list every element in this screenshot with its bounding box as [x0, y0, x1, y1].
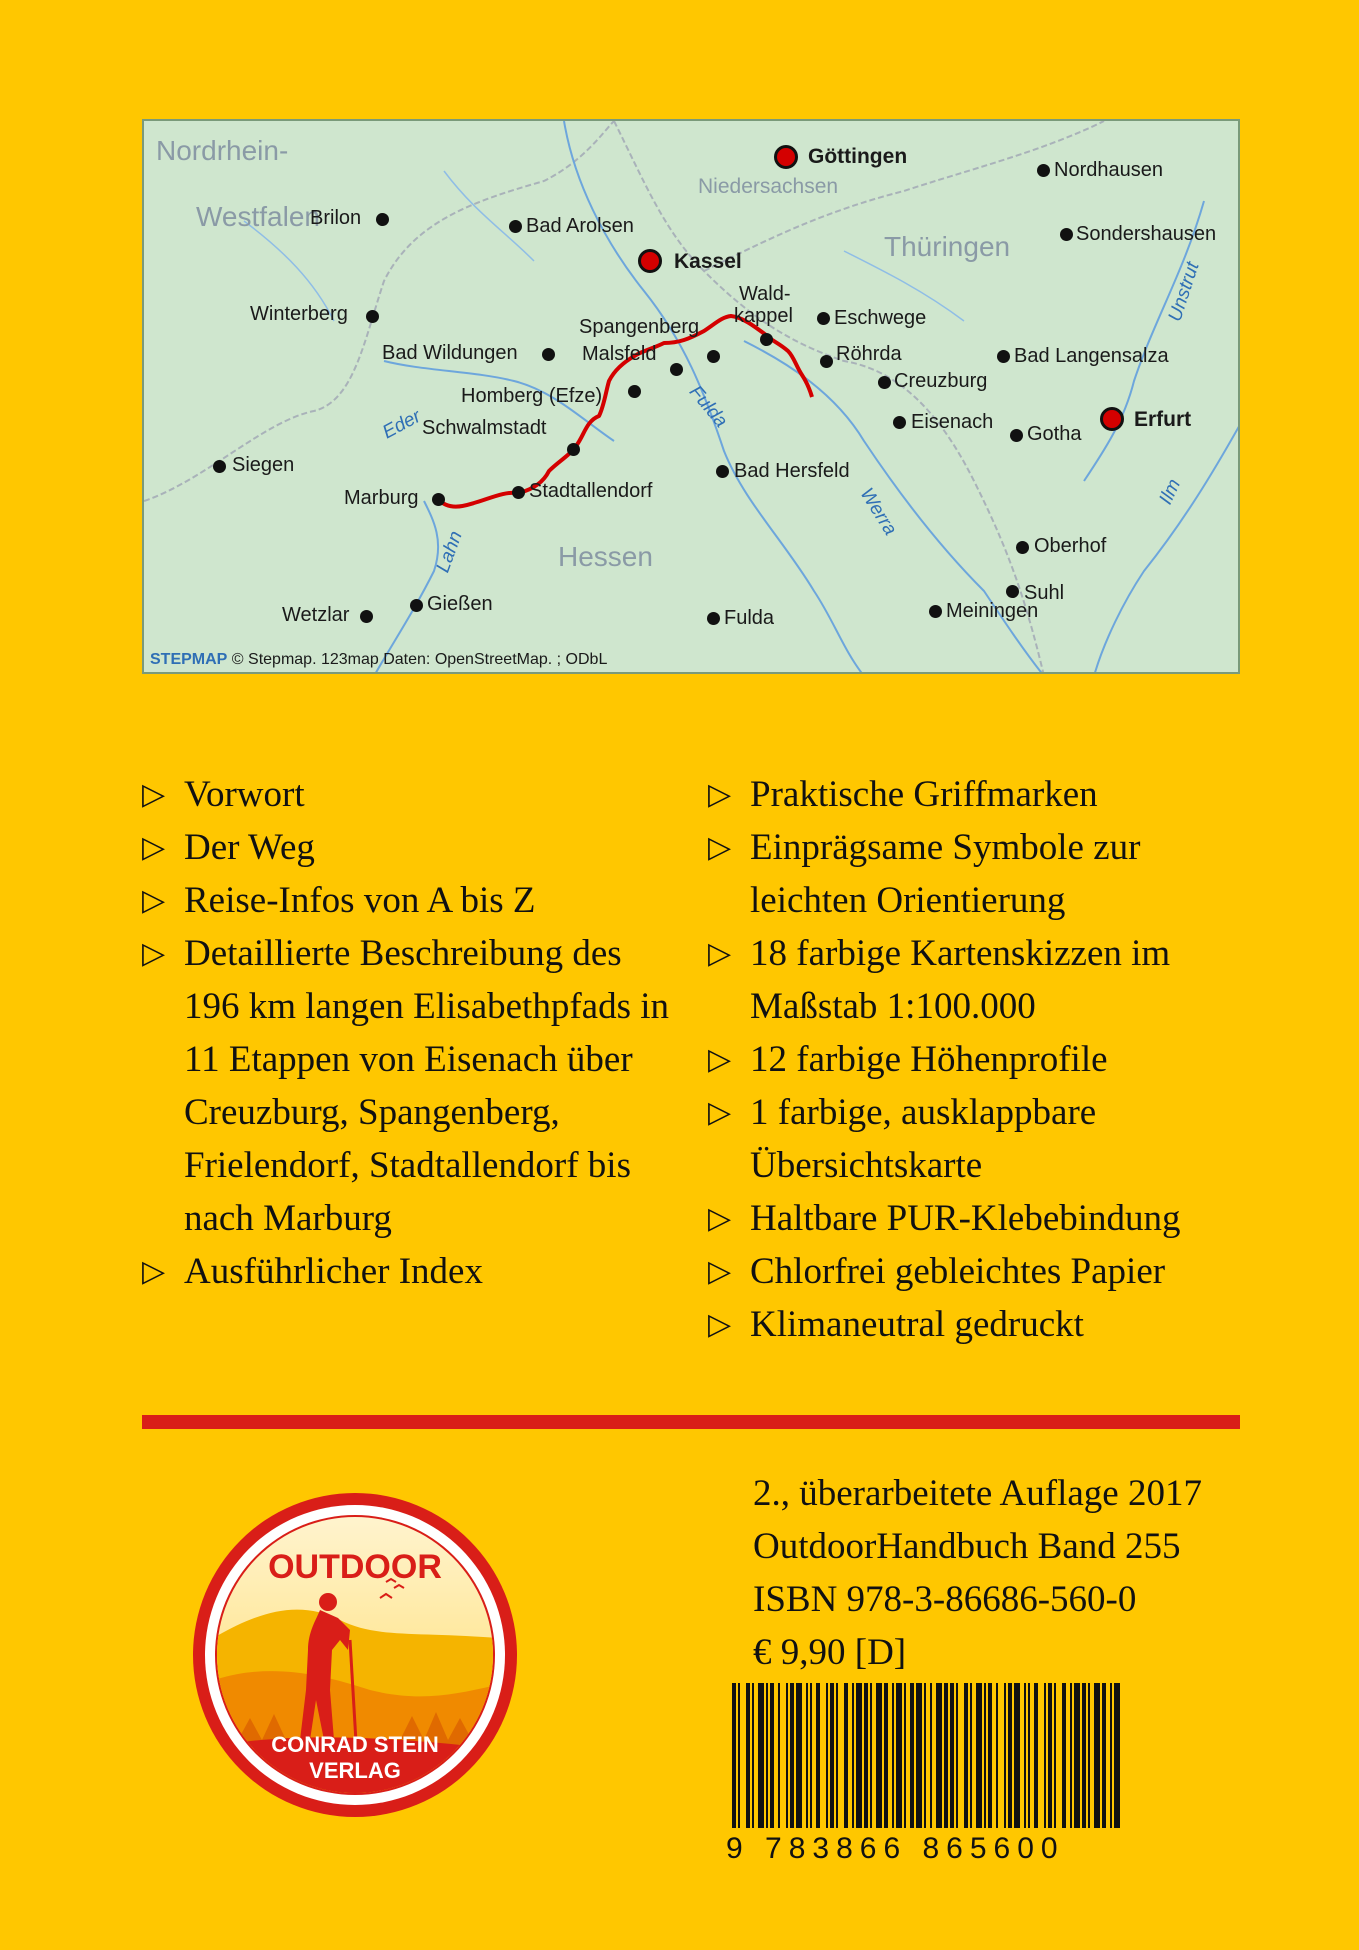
river-ilm-label: Ilm	[1155, 475, 1186, 508]
edition-text: 2., überarbeitete Auflage 2017	[753, 1473, 1202, 1514]
feature-right-item-text: Praktische Griffmarken	[750, 774, 1098, 815]
city-gotha-label: Gotha	[1027, 423, 1082, 445]
stepmap-brand: STEPMAP	[150, 651, 228, 668]
barcode	[726, 1683, 1126, 1866]
city-homberg-label: Homberg (Efze)	[461, 385, 603, 407]
city-bad-arolsen-label: Bad Arolsen	[526, 215, 634, 237]
feature-left-item	[142, 874, 682, 927]
barcode-bar	[1110, 1683, 1112, 1828]
bullet-triangle-icon: ▷	[142, 778, 166, 811]
city-marker-winterberg	[366, 310, 379, 323]
barcode-bar	[1094, 1683, 1100, 1828]
feature-right-item-text: Chlorfrei gebleichtes Papier	[750, 1251, 1166, 1292]
city-eisenach-label: Eisenach	[911, 411, 994, 433]
river-lahn-label: Lahn	[432, 528, 467, 576]
city-fulda-label: Fulda	[724, 607, 775, 629]
map-credit-text: © Stepmap. 123map Daten: OpenStreetMap. ; ODbL	[231, 651, 608, 668]
barcode-bar	[1114, 1683, 1120, 1828]
barcode-bar	[892, 1683, 894, 1828]
city-marker-giessen	[410, 599, 423, 612]
barcode-bar	[758, 1683, 764, 1828]
bullet-triangle-icon: ▷	[708, 1043, 732, 1076]
barcode-bar	[904, 1683, 906, 1828]
city-marker-erfurt	[1100, 407, 1124, 431]
barcode-bar	[984, 1683, 986, 1828]
feature-left-item-text: Ausführlicher Index	[184, 1251, 483, 1292]
city-marker-stadtallendorf	[512, 486, 525, 499]
feature-right-item	[708, 768, 1248, 821]
feature-left-item-text: Reise-Infos von A bis Z	[184, 880, 536, 921]
bullet-triangle-icon: ▷	[142, 937, 166, 970]
city-marker-bad-hersfeld	[716, 465, 729, 478]
isbn-text: ISBN 978-3-86686-560-0	[753, 1579, 1137, 1620]
barcode-bar	[1004, 1683, 1006, 1828]
city-schwalmstadt-label: Schwalmstadt	[422, 417, 547, 439]
barcode-bar	[852, 1683, 854, 1828]
publisher-logo	[190, 1490, 520, 1820]
city-marker-malsfeld	[670, 363, 683, 376]
outdoor-badge-graphic	[190, 1490, 520, 1820]
city-oberhof-label: Oberhof	[1034, 535, 1107, 557]
city-marker-oberhof	[1016, 541, 1029, 554]
barcode-bar	[870, 1683, 872, 1828]
city-roehrda-label: Röhrda	[836, 343, 902, 365]
feature-right-item-text: 12 farbige Höhenprofile	[750, 1039, 1108, 1080]
city-creuzburg-label: Creuzburg	[894, 370, 988, 392]
book-info	[753, 1467, 1202, 1679]
barcode-bar	[916, 1683, 922, 1828]
barcode-bar	[1102, 1683, 1106, 1828]
barcode-bar	[1048, 1683, 1052, 1828]
bullet-triangle-icon: ▷	[708, 1308, 732, 1341]
barcode-bar	[910, 1683, 914, 1828]
feature-left-item	[142, 821, 682, 874]
feature-left-item-text: Vorwort	[184, 774, 305, 815]
city-suhl-label: Suhl	[1024, 582, 1065, 604]
feature-right-item-text: Einprägsame Symbole zur leichten Orientierung	[750, 827, 1141, 921]
city-sondershausen-label: Sondershausen	[1076, 223, 1217, 245]
city-marker-meiningen	[929, 605, 942, 618]
city-marker-bad-langensalza	[997, 350, 1010, 363]
city-marker-eschwege	[817, 312, 830, 325]
river-werra-label: Werra	[855, 484, 901, 540]
city-marker-homberg	[628, 385, 641, 398]
barcode-bar	[1024, 1683, 1026, 1828]
city-wetzlar-label: Wetzlar	[282, 604, 350, 626]
barcode-bar	[924, 1683, 926, 1828]
bullet-triangle-icon: ▷	[708, 831, 732, 864]
city-marker-creuzburg	[878, 376, 891, 389]
feature-right-item	[708, 927, 1248, 1033]
barcode-bar	[790, 1683, 794, 1828]
feature-right-item	[708, 1033, 1248, 1086]
map-credit	[150, 651, 607, 669]
city-marker-schwalmstadt	[567, 443, 580, 456]
feature-right-item-text: Klimaneutral gedruckt	[750, 1304, 1084, 1345]
barcode-bar	[1062, 1683, 1066, 1828]
feature-right-item-text: 1 farbige, ausklappbare Übersichtskarte	[750, 1092, 1097, 1186]
route-map	[142, 119, 1240, 674]
barcode-bar	[1070, 1683, 1072, 1828]
barcode-bar	[884, 1683, 888, 1828]
city-marker-nordhausen	[1037, 164, 1050, 177]
city-marker-suhl	[1006, 585, 1019, 598]
feature-left-item	[142, 1245, 682, 1298]
city-bad-hersfeld-label: Bad Hersfeld	[734, 460, 850, 482]
logo-bottom-text-1: CONRAD STEIN	[271, 1732, 439, 1757]
feature-right-item-text: Haltbare PUR-Klebebindung	[750, 1198, 1181, 1239]
barcode-bar	[896, 1683, 902, 1828]
city-spangenberg-label: Spangenberg	[579, 316, 700, 338]
barcode-bar	[1088, 1683, 1090, 1828]
city-meiningen-label: Meiningen	[946, 600, 1039, 622]
barcode-bar	[976, 1683, 982, 1828]
bullet-triangle-icon: ▷	[708, 778, 732, 811]
feature-right-item	[708, 821, 1248, 927]
region-westfalen-label: Westfalen	[196, 201, 320, 232]
bullet-triangle-icon: ▷	[708, 937, 732, 970]
feature-right-item	[708, 1245, 1248, 1298]
city-marker-sondershausen	[1060, 228, 1073, 241]
barcode-bar	[732, 1683, 736, 1828]
region-niedersachsen-label: Niedersachsen	[698, 175, 839, 198]
series-text: OutdoorHandbuch Band 255	[753, 1526, 1181, 1567]
barcode-digits: 9 783866 865600	[726, 1832, 1065, 1865]
barcode-bar	[970, 1683, 972, 1828]
river-eder-label: Eder	[379, 405, 425, 444]
city-nordhausen-label: Nordhausen	[1054, 159, 1163, 181]
city-marker-marburg	[432, 493, 445, 506]
river-unstrut-label: Unstrut	[1164, 259, 1204, 325]
city-marker-bad-arolsen	[509, 220, 522, 233]
feature-right-item	[708, 1192, 1248, 1245]
city-brilon-label: Brilon	[310, 207, 362, 229]
city-marker-waldkappel	[760, 333, 773, 346]
city-siegen-label: Siegen	[232, 454, 295, 476]
city-marker-brilon	[376, 213, 389, 226]
barcode-bar	[786, 1683, 788, 1828]
city-marker-kassel	[638, 249, 662, 273]
city-kassel-label: Kassel	[674, 250, 742, 273]
city-marker-fulda	[707, 612, 720, 625]
city-erfurt-label: Erfurt	[1134, 408, 1192, 431]
red-divider	[142, 1415, 1240, 1429]
city-marker-wetzlar	[360, 610, 373, 623]
barcode-bars	[726, 1683, 1126, 1828]
barcode-bar	[836, 1683, 838, 1828]
barcode-bar	[1074, 1683, 1080, 1828]
barcode-bar	[746, 1683, 750, 1828]
region-thueringen-label: Thüringen	[884, 231, 1011, 262]
city-marker-spangenberg	[707, 350, 720, 363]
feature-left-item	[142, 927, 682, 1245]
city-marburg-label: Marburg	[344, 487, 419, 509]
barcode-bar	[826, 1683, 828, 1828]
feature-right-item-text: 18 farbige Kartenskizzen im Maßstab 1:100.000	[750, 933, 1171, 1027]
logo-bottom-text-2: VERLAG	[309, 1758, 401, 1783]
city-bad-wildungen-label: Bad Wildungen	[382, 342, 518, 364]
bullet-triangle-icon: ▷	[142, 884, 166, 917]
barcode-bar	[1028, 1683, 1030, 1828]
barcode-bar	[996, 1683, 998, 1828]
city-marker-roehrda	[820, 355, 833, 368]
city-waldkappel-label-2: kappel	[734, 305, 793, 327]
bullet-triangle-icon: ▷	[708, 1202, 732, 1235]
city-malsfeld-label: Malsfeld	[582, 343, 657, 365]
region-hessen-label: Hessen	[558, 541, 653, 572]
features-right-column	[708, 768, 1248, 1351]
barcode-bar	[956, 1683, 958, 1828]
bullet-triangle-icon: ▷	[708, 1255, 732, 1288]
barcode-bar	[936, 1683, 942, 1828]
city-marker-goettingen	[774, 145, 798, 169]
city-marker-eisenach	[893, 416, 906, 429]
barcode-bar	[1044, 1683, 1046, 1828]
feature-right-item	[708, 1298, 1248, 1351]
barcode-bar	[770, 1683, 774, 1828]
barcode-bar	[796, 1683, 802, 1828]
region-nrw-label: Nordrhein-	[156, 135, 289, 166]
barcode-bar	[876, 1683, 882, 1828]
barcode-bar	[752, 1683, 754, 1828]
barcode-bar	[1008, 1683, 1012, 1828]
barcode-bar	[864, 1683, 868, 1828]
barcode-bar	[988, 1683, 992, 1828]
bullet-triangle-icon: ▷	[142, 1255, 166, 1288]
city-eschwege-label: Eschwege	[834, 307, 927, 329]
bullet-triangle-icon: ▷	[142, 831, 166, 864]
city-marker-siegen	[213, 460, 226, 473]
city-waldkappel-label-1: Wald-	[739, 283, 791, 305]
price-text: € 9,90 [D]	[753, 1632, 907, 1673]
city-goettingen-label: Göttingen	[808, 145, 908, 168]
feature-left-item-text: Detaillierte Beschreibung des 196 km langen Elisabethpfads in 11 Etappen von Eisenach über Creuzburg, Spangenberg, Frielendorf, Stadtallendorf bis nach Marburg	[184, 933, 670, 1239]
city-stadtallendorf-label: Stadtallendorf	[529, 480, 653, 502]
features-left-column	[142, 768, 682, 1298]
city-marker-bad-wildungen	[542, 348, 555, 361]
barcode-bar	[1082, 1683, 1086, 1828]
barcode-bar	[856, 1683, 862, 1828]
barcode-bar	[1034, 1683, 1038, 1828]
barcode-bar	[930, 1683, 932, 1828]
feature-left-item-text: Der Weg	[184, 827, 315, 868]
barcode-bar	[830, 1683, 834, 1828]
barcode-bar	[810, 1683, 812, 1828]
barcode-bar	[950, 1683, 954, 1828]
logo-top-text: OUTDOOR	[268, 1548, 442, 1586]
barcode-bar	[816, 1683, 820, 1828]
barcode-bar	[806, 1683, 808, 1828]
barcode-bar	[944, 1683, 948, 1828]
barcode-bar	[964, 1683, 968, 1828]
river-fulda-label: Fulda	[684, 381, 732, 432]
barcode-bar	[1014, 1683, 1020, 1828]
feature-right-item	[708, 1086, 1248, 1192]
barcode-bar	[844, 1683, 848, 1828]
city-winterberg-label: Winterberg	[250, 303, 348, 325]
city-giessen-label: Gießen	[427, 593, 493, 615]
barcode-bar	[778, 1683, 780, 1828]
city-bad-langensalza-label: Bad Langensalza	[1014, 345, 1169, 367]
feature-left-item	[142, 768, 682, 821]
barcode-bar	[766, 1683, 768, 1828]
city-marker-gotha	[1010, 429, 1023, 442]
barcode-bar	[738, 1683, 740, 1828]
bullet-triangle-icon: ▷	[708, 1096, 732, 1129]
barcode-bar	[1054, 1683, 1056, 1828]
